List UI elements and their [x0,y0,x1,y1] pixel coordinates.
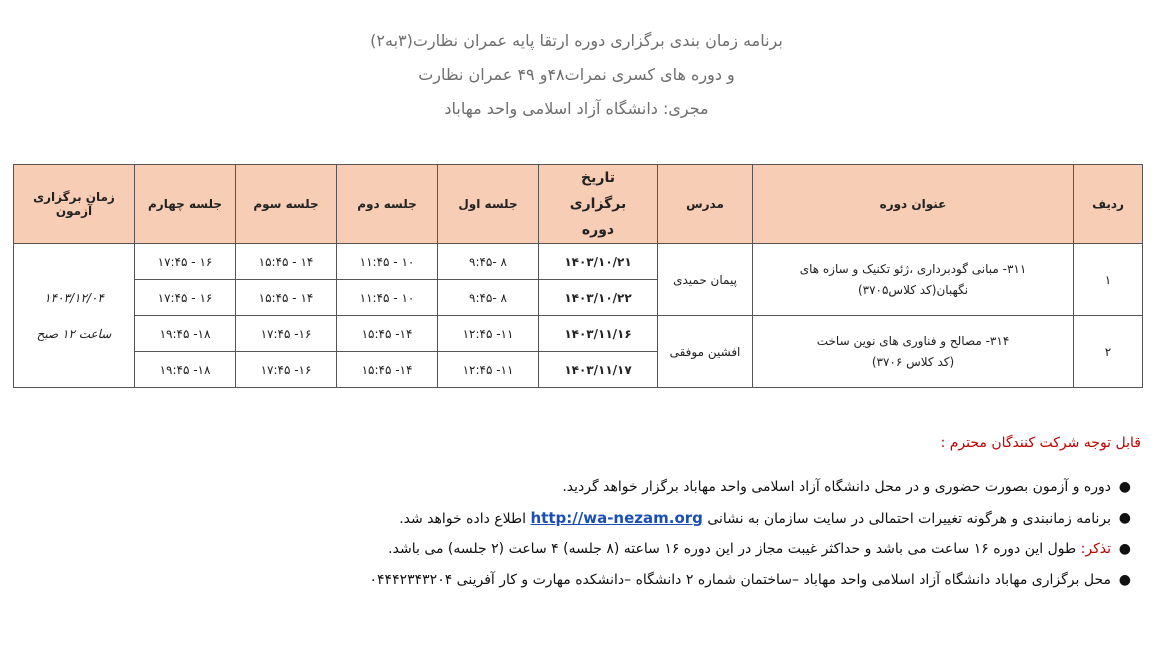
schedule-table [13,164,1143,388]
session-3-time: ۱۴ - ۱۵:۴۵ [236,244,337,280]
exam-hour: ساعت ۱۲ صبح [36,326,112,341]
header-exam-time: زمان برگزاری آزمون [14,165,135,244]
table-row [14,316,1143,352]
header-session-4: جلسه چهارم [135,165,236,244]
notes-list [21,472,1141,596]
title-line-1: برنامه زمان بندی برگزاری دوره ارتقا پایه عمران نظارت(۳به۲) [370,31,783,50]
header-session-3: جلسه سوم [236,165,337,244]
website-link[interactable]: http://wa-nezam.org [530,509,703,527]
course-title: ۳۱۱- مبانی گودبرداری ،ژئو تکنیک و سازه های نگهبان(کد کلاس۳۷۰۵) [753,244,1074,316]
bullet-icon: ● [1118,510,1131,526]
session-2-time: ۱۴- ۱۵:۴۵ [337,352,438,388]
header-instructor: مدرس [658,165,753,244]
course-date: ۱۴۰۳/۱۱/۱۷ [539,352,658,388]
header-row-number: ردیف [1074,165,1143,244]
course-title: ۳۱۴- مصالح و فناوری های نوین ساخت (کد کلاس ۳۷۰۶) [753,316,1074,388]
session-1-time: ۱۱- ۱۲:۴۵ [438,316,539,352]
course-date: ۱۴۰۳/۱۰/۲۲ [539,280,658,316]
session-3-time: ۱۶- ۱۷:۴۵ [236,352,337,388]
document-title [0,24,1153,126]
session-4-time: ۱۸- ۱۹:۴۵ [135,316,236,352]
bullet-icon: ● [1118,541,1131,557]
list-item: ● تذکر: طول این دوره ۱۶ ساعت می باشد و حداکثر غیبت مجاز در این دوره ۱۶ ساعته (۸ جلسه) ۴ ساعت (۲ جلسه) می باشد. [21,534,1111,565]
note-label: تذکر: [1080,541,1111,557]
session-3-time: ۱۶- ۱۷:۴۵ [236,316,337,352]
course-date: ۱۴۰۳/۱۱/۱۶ [539,316,658,352]
exam-time [14,244,135,388]
bullet-icon: ● [1118,479,1131,495]
header-course-date: تاریخ برگزاری دوره [539,165,658,244]
session-2-time: ۱۰ - ۱۱:۴۵ [337,280,438,316]
session-1-time: ۸ -۹:۴۵ [438,280,539,316]
title-line-3: مجری: دانشگاه آزاد اسلامی واحد مهاباد [444,99,709,118]
header-session-1: جلسه اول [438,165,539,244]
bullet-icon: ● [1118,572,1131,588]
table-header-row [14,165,1143,244]
session-3-time: ۱۴ - ۱۵:۴۵ [236,280,337,316]
session-4-time: ۱۶ - ۱۷:۴۵ [135,280,236,316]
notes-heading: قابل توجه شرکت کنندگان محترم : [940,435,1141,451]
instructor-name: پیمان حمیدی [658,244,753,316]
session-2-time: ۱۴- ۱۵:۴۵ [337,316,438,352]
exam-date: ۱۴۰۳/۱۲/۰۴ [44,290,104,305]
list-item: ● دوره و آزمون بصورت حضوری و در محل دانشگاه آزاد اسلامی واحد مهاباد برگزار خواهد گردید. [21,472,1111,503]
notes-section [21,428,1141,596]
list-item: ● برنامه زمانبندی و هرگونه تغییرات احتمالی در سایت سازمان به نشانی http://wa-nezam.org اطلاع داده خواهد شد. [21,503,1111,534]
title-line-2: و دوره های کسری نمرات۴۸و ۴۹ عمران نظارت [418,65,735,84]
header-course-title: عنوان دوره [753,165,1074,244]
course-date: ۱۴۰۳/۱۰/۲۱ [539,244,658,280]
instructor-name: افشین موفقی [658,316,753,388]
session-1-time: ۱۱- ۱۲:۴۵ [438,352,539,388]
list-item: ● محل برگزاری مهاباد دانشگاه آزاد اسلامی واحد مهاباد –ساختمان شماره ۲ دانشگاه –دانشکده مهارت و کار آفرینی ۰۴۴۴۲۳۴۳۲۰۴ [21,565,1111,596]
row-number: ۲ [1074,316,1143,388]
session-4-time: ۱۶ - ۱۷:۴۵ [135,244,236,280]
row-number: ۱ [1074,244,1143,316]
session-2-time: ۱۰ - ۱۱:۴۵ [337,244,438,280]
session-1-time: ۸ -۹:۴۵ [438,244,539,280]
header-session-2: جلسه دوم [337,165,438,244]
session-4-time: ۱۸- ۱۹:۴۵ [135,352,236,388]
table-row [14,244,1143,280]
